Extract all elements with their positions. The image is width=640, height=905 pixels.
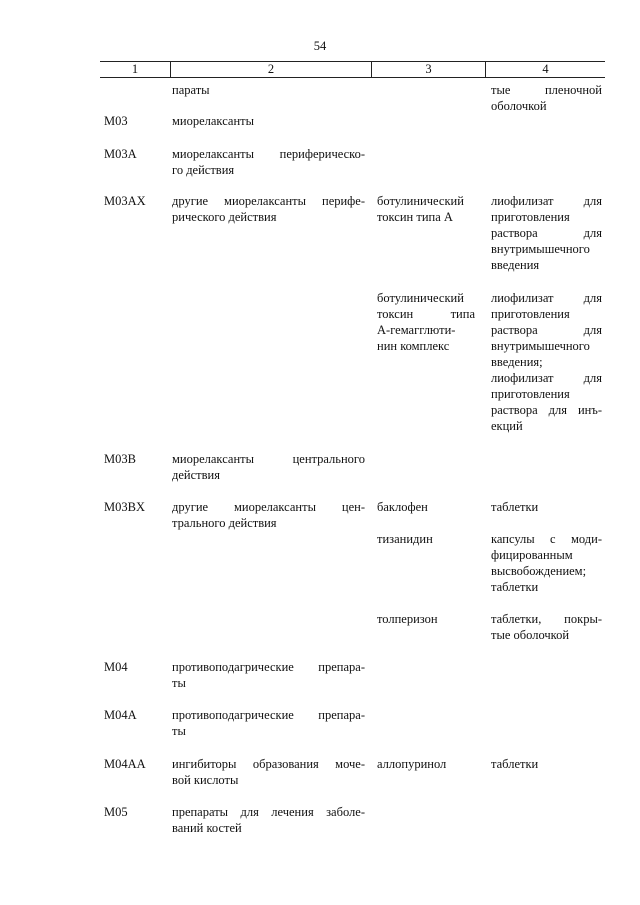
dosage-form-cell (491, 756, 602, 772)
atc-code-cell: M03A (104, 147, 137, 161)
cell-line: приготовления (491, 210, 570, 224)
cell-line: действия (172, 468, 220, 482)
cell-line: капсулы с моди- (491, 532, 602, 546)
cell-line: го действия (172, 163, 235, 177)
atc-code-cell: M04AA (104, 757, 146, 771)
cell-line: тые оболочкой (491, 628, 570, 642)
cell-line: аллопуринол (377, 757, 447, 771)
atc-code-cell: M04A (104, 708, 137, 722)
header-col-1: 1 (131, 62, 139, 76)
cell-line: трального действия (172, 516, 277, 530)
dosage-form-cell (491, 499, 602, 515)
cell-line: лиофилизат для (491, 371, 602, 385)
cell-line: лиофилизат для (491, 194, 602, 208)
substance-cell (377, 611, 475, 627)
cell-line: тые пленочной (491, 83, 602, 97)
cell-line: таблетки (491, 500, 539, 514)
substance-cell (377, 531, 475, 547)
cell-line: фицированным (491, 548, 573, 562)
dosage-form-cell (491, 531, 602, 595)
cell-line: оболочкой (491, 99, 547, 113)
cell-line: ботулинический (377, 291, 464, 305)
cell-line: А-гемагглюти- (377, 323, 456, 337)
cell-line: другие миорелаксанты цен- (172, 500, 365, 514)
cell-line: приготовления (491, 387, 570, 401)
cell-line: миорелаксанты периферическо- (172, 147, 365, 161)
atc-code-cell: M03AX (104, 194, 146, 208)
cell-line: вой кислоты (172, 773, 239, 787)
atc-code-cell: M03B (104, 452, 136, 466)
cell-line: толперизон (377, 612, 438, 626)
cell-line: введения; (491, 355, 543, 369)
cell-line: внутримышечного (491, 242, 590, 256)
atc-group-cell (172, 82, 365, 98)
cell-line: нин комплекс (377, 339, 450, 353)
atc-group-cell (172, 499, 365, 531)
table-header (100, 61, 605, 78)
cell-line: токсин типа (377, 307, 475, 321)
dosage-form-cell (491, 193, 602, 273)
cell-line: миорелаксанты центрального (172, 452, 365, 466)
cell-line: лиофилизат для (491, 291, 602, 305)
atc-code-cell: M03BX (104, 500, 145, 514)
page-number: 54 (313, 39, 327, 53)
cell-line: ботулинический (377, 194, 464, 208)
cell-line: противоподагрические препара- (172, 660, 365, 674)
header-col-3: 3 (371, 62, 485, 77)
atc-group-cell (172, 707, 365, 739)
cell-line: ты (172, 724, 186, 738)
atc-group-cell (172, 113, 365, 129)
cell-line: миорелаксанты (172, 114, 254, 128)
dosage-form-cell (491, 290, 602, 434)
cell-line: таблетки (491, 580, 539, 594)
cell-line: введения (491, 258, 540, 272)
cell-line: противоподагрические препара- (172, 708, 365, 722)
cell-line: ты (172, 676, 186, 690)
cell-line: ваний костей (172, 821, 242, 835)
substance-cell (377, 756, 475, 772)
cell-line: екций (491, 419, 523, 433)
substance-cell (377, 499, 475, 515)
cell-line: высвобождением; (491, 564, 587, 578)
substance-cell (377, 290, 475, 354)
substance-cell (377, 193, 475, 225)
atc-group-cell (172, 193, 365, 225)
cell-line: раствора для инъ- (491, 403, 602, 417)
atc-code-cell: M05 (104, 805, 128, 819)
cell-line: ингибиторы образования моче- (172, 757, 365, 771)
cell-line: рического действия (172, 210, 277, 224)
atc-group-cell (172, 804, 365, 836)
cell-line: токсин типа А (377, 210, 453, 224)
cell-line: раствора для (491, 323, 602, 337)
atc-code-cell: M04 (104, 660, 128, 674)
cell-line: раствора для (491, 226, 602, 240)
atc-group-cell (172, 659, 365, 691)
cell-line: другие миорелаксанты перифе- (172, 194, 365, 208)
cell-line: параты (172, 83, 210, 97)
cell-line: баклофен (377, 500, 428, 514)
dosage-form-cell (491, 82, 602, 114)
cell-line: таблетки (491, 757, 539, 771)
header-col-4: 4 (485, 62, 605, 77)
atc-group-cell (172, 451, 365, 483)
cell-line: препараты для лечения заболе- (172, 805, 365, 819)
atc-group-cell (172, 146, 365, 178)
dosage-form-cell (491, 611, 602, 643)
header-col-2: 2 (170, 62, 371, 77)
cell-line: тизанидин (377, 532, 433, 546)
cell-line: таблетки, покры- (491, 612, 602, 626)
cell-line: приготовления (491, 307, 570, 321)
cell-line: внутримышечного (491, 339, 590, 353)
atc-group-cell (172, 756, 365, 788)
atc-code-cell: M03 (104, 114, 128, 128)
